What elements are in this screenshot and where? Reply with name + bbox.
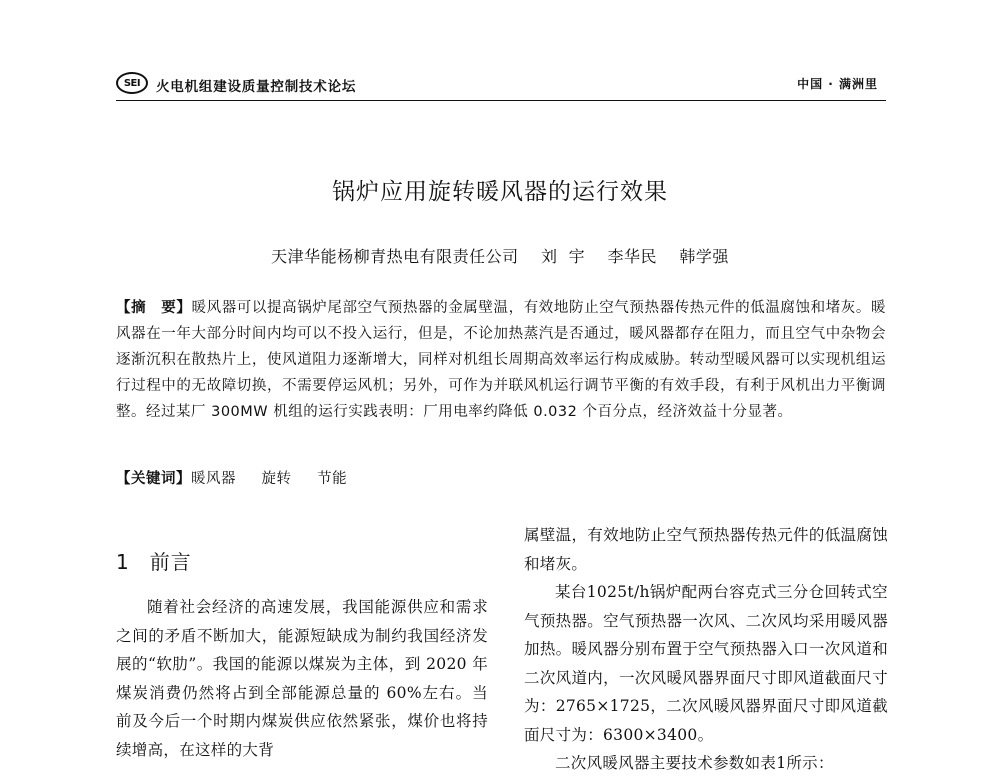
section-title: 前言 bbox=[149, 550, 192, 574]
abstract bbox=[116, 295, 886, 425]
sei-logo-icon: SEI bbox=[116, 72, 148, 94]
abstract-text: 暖风器可以提高锅炉尾部空气预热器的金属壁温，有效地防止空气预热器传热元件的低温腐蚀和堵灰。暖风器在一年大部分时间内均可以不投入运行，但是，不论加热蒸汽是否通过，暖风器都存在阻力，而且空气中杂物会逐渐沉积在散热片上，使风道阻力逐渐增大，同样对机组长周期高效率运行构成威胁。转动型暖风器可以实现机组运行过程中的无故障切换，不需要停运风机；另外，可作为并联风机运行调节平衡的有效手段，有利于风机出力平衡调整。经过某厂 300MW 机组的运行实践表明：厂用电率约降低 0.032 个百分点，经济效益十分显著。 bbox=[116, 300, 886, 420]
author-line: 天津华能杨柳青热电有限责任公司 刘 宇 李华民 韩学强 bbox=[271, 247, 729, 266]
keywords-list: 暖风器 旋转 节能 bbox=[191, 471, 348, 487]
forum-title: 火电机组建设质量控制技术论坛 bbox=[156, 79, 357, 95]
body-paragraph: 二次风暖风器主要技术参数如表1所示： bbox=[555, 754, 834, 772]
section-number: 1 bbox=[116, 550, 130, 574]
right-column bbox=[524, 521, 888, 778]
conference-location: 中国 · 满洲里 bbox=[797, 77, 878, 91]
body-paragraph-continued: 属壁温，有效地防止空气预热器传热元件的低温腐蚀和堵灰。 bbox=[524, 526, 888, 573]
keywords bbox=[116, 467, 347, 488]
section-1-heading bbox=[116, 546, 192, 575]
keywords-label: 【关键词】 bbox=[116, 471, 191, 487]
abstract-label: 【摘 要】 bbox=[116, 300, 192, 316]
paper-title: 锅炉应用旋转暖风器的运行效果 bbox=[332, 179, 668, 205]
left-column bbox=[116, 593, 488, 764]
header-divider bbox=[116, 100, 886, 101]
body-paragraph: 随着社会经济的高速发展，我国能源供应和需求之间的矛盾不断加大，能源短缺成为制约我国经济发展的“软肋”。我国的能源以煤炭为主体，到 2020 年煤炭消费仍然将占到全部能源总量的 60%左右。当前及今后一个时期内煤炭供应依然紧张，煤价也将持续增高，在这样的大背 bbox=[116, 598, 488, 759]
body-paragraph: 某台1025t/h锅炉配两台容克式三分仓回转式空气预热器。空气预热器一次风、二次风均采用暖风器加热。暖风器分别布置于空气预热器入口一次风道和二次风道内，一次风暖风器界面尺寸即风道截面尺寸为：2765×1725，二次风暖风器界面尺寸即风道截面尺寸为：6300×3400。 bbox=[524, 583, 888, 744]
page-header bbox=[116, 72, 886, 98]
